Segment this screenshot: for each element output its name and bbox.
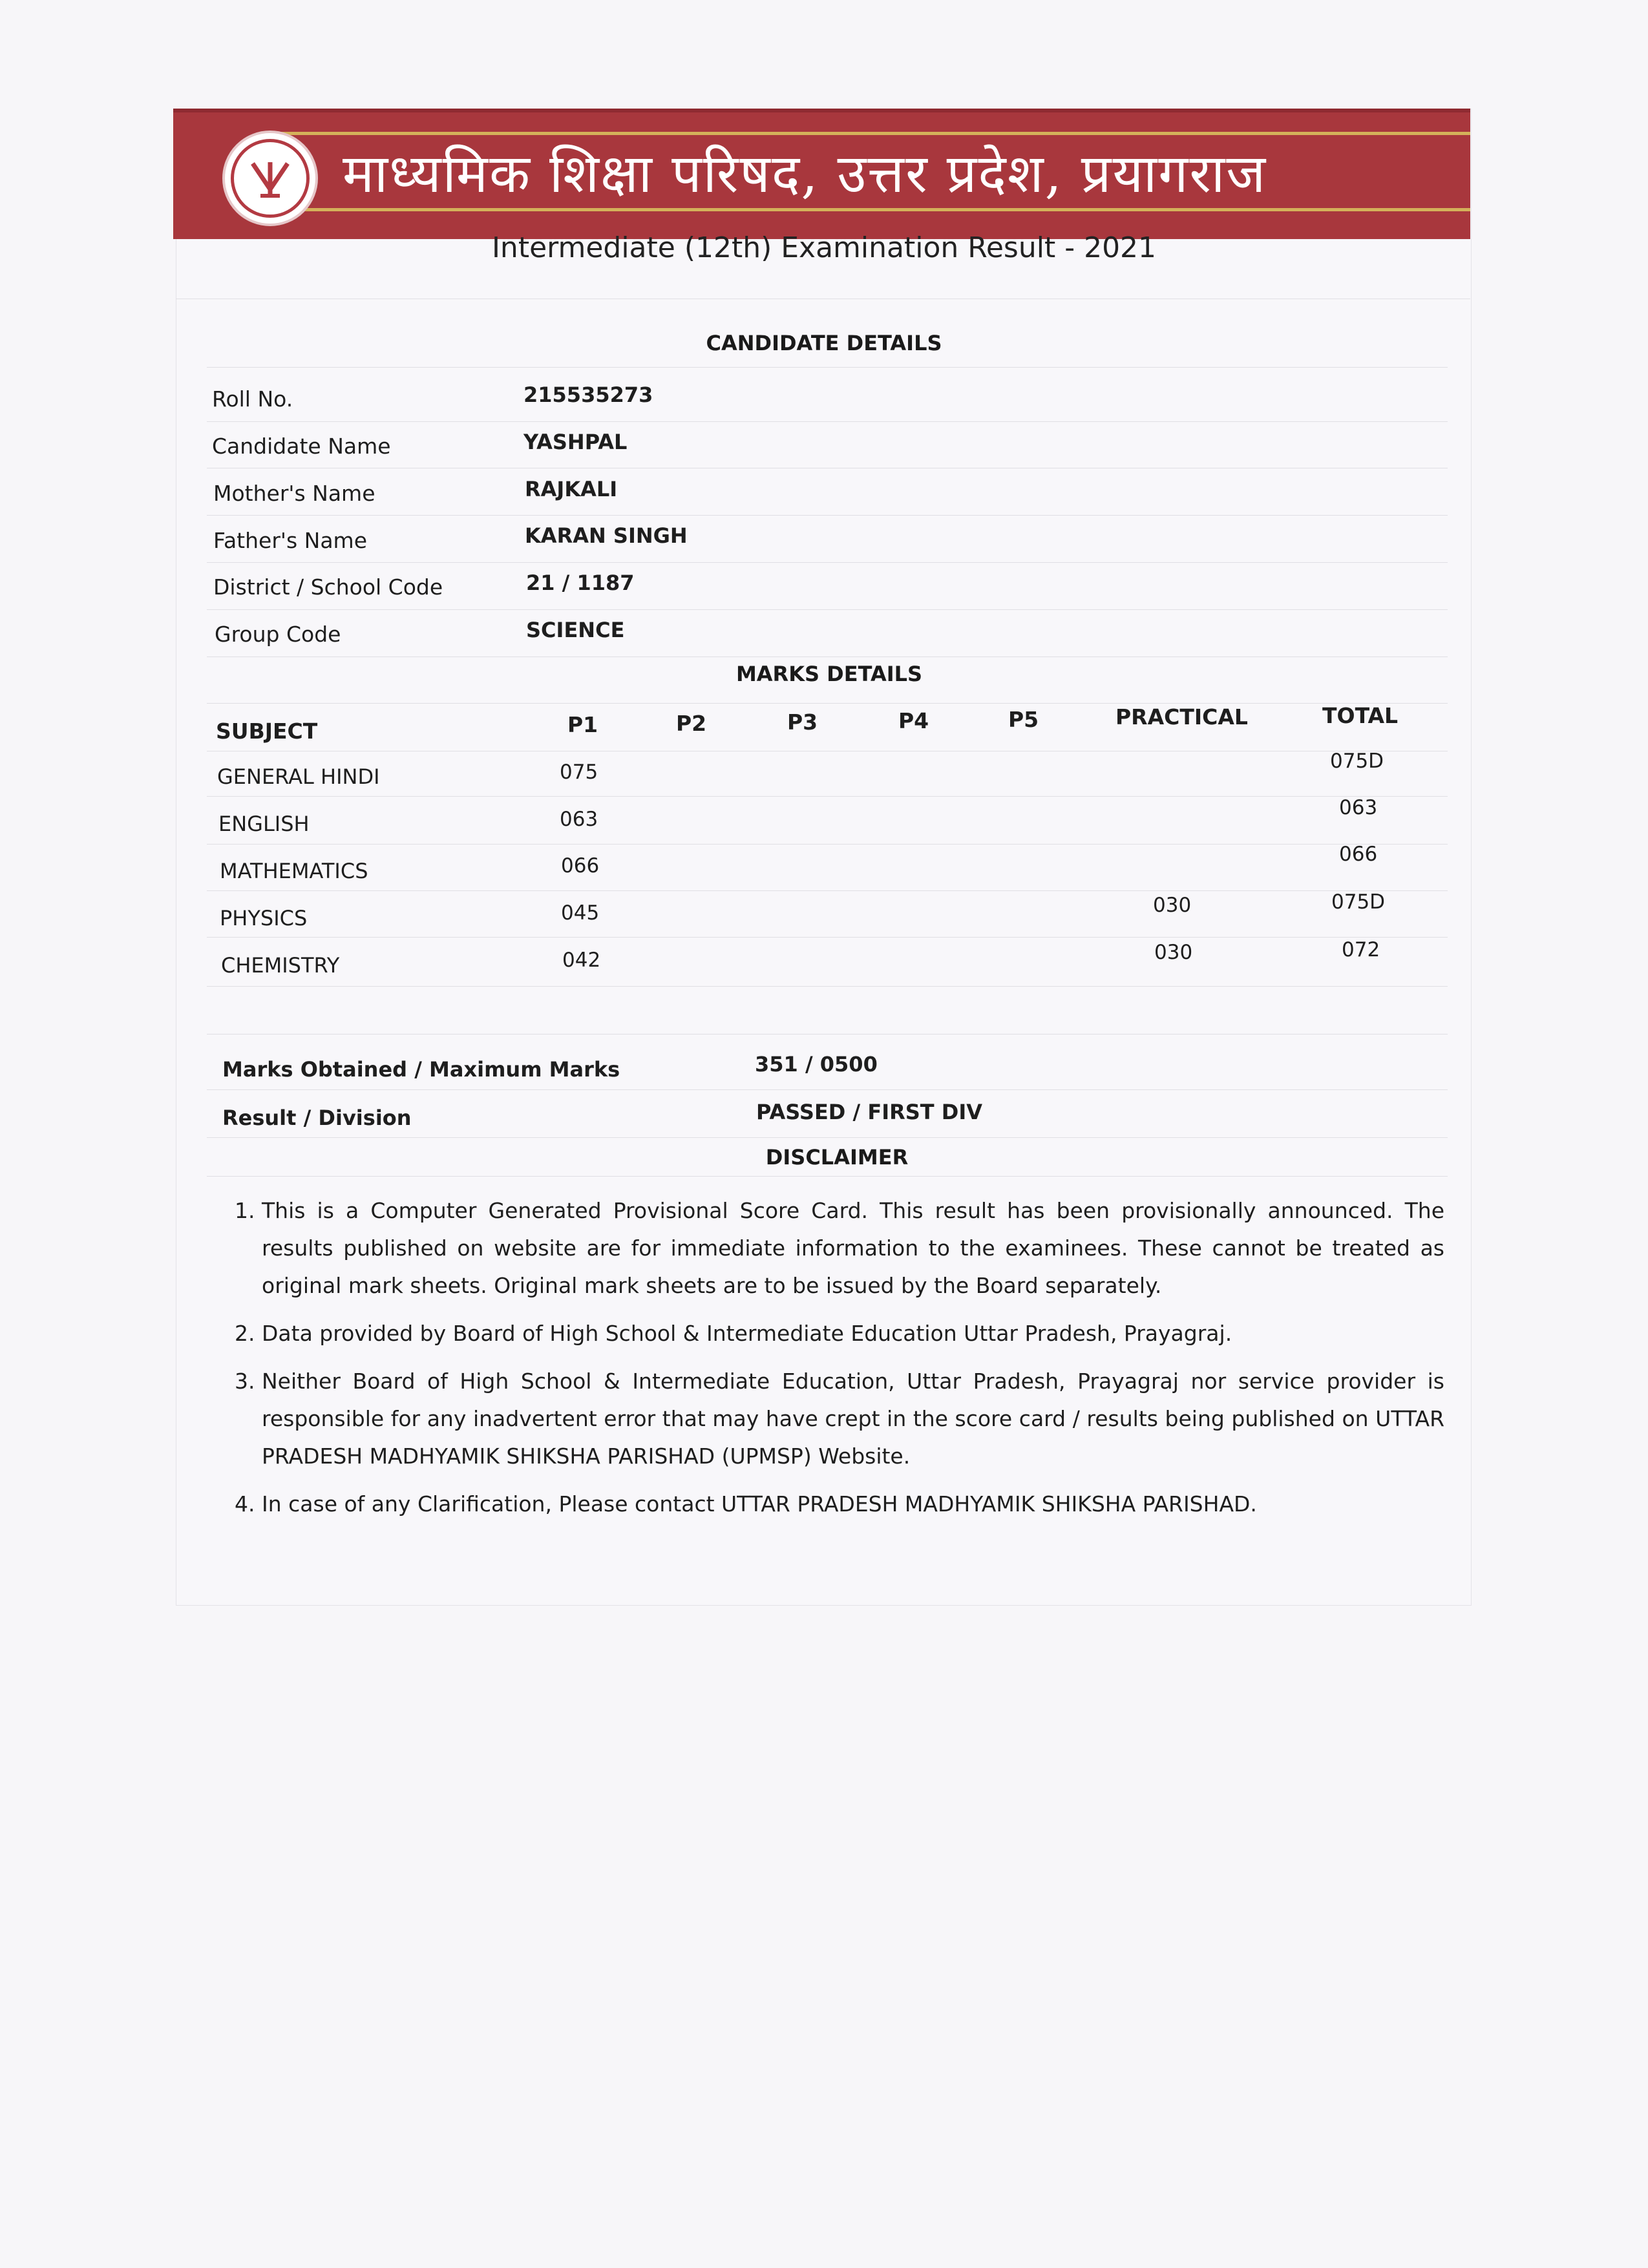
candidate-name-label: Candidate Name: [212, 434, 391, 459]
p1-mark: 045: [561, 901, 600, 925]
p1-mark: 042: [562, 949, 601, 972]
board-emblem-icon: [231, 139, 310, 218]
subject-name: PHYSICS: [220, 906, 308, 930]
result-division-label: Result / Division: [222, 1106, 412, 1130]
subject-name: CHEMISTRY: [221, 953, 340, 978]
result-division-value: PASSED / FIRST DIV: [756, 1100, 982, 1124]
th-p2: P2: [676, 711, 707, 736]
practical-mark: 030: [1153, 894, 1192, 917]
divider: [207, 421, 1448, 422]
disclaimer-list: [229, 1192, 1444, 1533]
divider: [207, 796, 1448, 797]
p1-mark: 063: [560, 808, 598, 831]
th-p3: P3: [787, 709, 818, 735]
marks-obtained-value: 351 / 0500: [755, 1052, 878, 1076]
total-mark: 066: [1339, 843, 1378, 866]
emblem-symbol-icon: [248, 156, 293, 201]
district-school-label: District / School Code: [213, 574, 443, 600]
th-total: TOTAL: [1322, 703, 1399, 728]
practical-mark: 030: [1154, 941, 1193, 964]
disclaimer-item: 1. This is a Computer Generated Provisional Score Card. This result has been provisionally announced. The results published on website are for immediate information to the examinees. These cannot be treated as original mark sheets. Original mark sheets are to be issued by the Board separately.: [262, 1192, 1444, 1305]
group-code-value: SCIENCE: [526, 618, 625, 642]
header-banner: [173, 109, 1470, 239]
disclaimer-item: 3. Neither Board of High School & Intermediate Education, Uttar Pradesh, Prayagraj nor service provider is responsible for any inadvertent error that may have crept in the score card / results being published on UTTAR PRADESH MADHYAMIK SHIKSHA PARISHAD (UPMSP) Website.: [262, 1363, 1444, 1475]
divider: [207, 1137, 1448, 1138]
subject-name: GENERAL HINDI: [217, 764, 380, 789]
divider: [207, 367, 1448, 368]
divider: [207, 562, 1448, 563]
father-name-value: KARAN SINGH: [525, 523, 688, 548]
divider: [207, 890, 1448, 891]
mother-name-value: RAJKALI: [525, 477, 618, 501]
divider: [207, 609, 1448, 610]
banner-line-top: [270, 132, 1470, 135]
total-mark: 072: [1342, 938, 1380, 961]
divider: [207, 515, 1448, 516]
marks-obtained-label: Marks Obtained / Maximum Marks: [222, 1057, 620, 1082]
mother-name-label: Mother's Name: [213, 481, 375, 506]
disclaimer-title: DISCLAIMER: [765, 1145, 909, 1170]
th-p1: P1: [567, 712, 598, 737]
p1-mark: 066: [561, 854, 600, 877]
district-school-value: 21 / 1187: [526, 571, 635, 595]
group-code-label: Group Code: [215, 622, 341, 647]
divider: [207, 986, 1448, 987]
disclaimer-item: 4. In case of any Clarification, Please contact UTTAR PRADESH MADHYAMIK SHIKSHA PARISHAD.: [262, 1486, 1444, 1523]
subject-name: MATHEMATICS: [220, 859, 368, 883]
th-subject: SUBJECT: [216, 719, 318, 744]
p1-mark: 075: [560, 761, 598, 784]
candidate-section-title: CANDIDATE DETAILS: [706, 331, 942, 355]
divider: [207, 703, 1448, 704]
candidate-name-value: YASHPAL: [523, 430, 628, 454]
divider: [207, 656, 1448, 657]
th-practical: PRACTICAL: [1115, 704, 1248, 730]
roll-no-value: 215535273: [523, 383, 653, 407]
father-name-label: Father's Name: [213, 528, 368, 553]
divider: [207, 844, 1448, 845]
banner-line-bottom: [270, 208, 1470, 211]
total-mark: 075D: [1330, 750, 1384, 773]
th-p4: P4: [898, 708, 929, 733]
exam-title: Intermediate (12th) Examination Result - 2021: [491, 231, 1157, 264]
divider: [207, 937, 1448, 938]
divider: [207, 1176, 1448, 1177]
divider: [207, 1089, 1448, 1090]
board-title: माध्यमिक शिक्षा परिषद, उत्तर प्रदेश, प्रयागराज: [343, 143, 1267, 205]
marks-section-title: MARKS DETAILS: [735, 662, 923, 686]
roll-no-label: Roll No.: [212, 386, 293, 412]
th-p5: P5: [1008, 707, 1039, 732]
total-mark: 063: [1339, 796, 1378, 819]
total-mark: 075D: [1331, 890, 1386, 914]
board-logo-icon: [222, 131, 318, 226]
disclaimer-item: 2. Data provided by Board of High School & Intermediate Education Uttar Pradesh, Prayagraj.: [262, 1315, 1444, 1352]
subject-name: ENGLISH: [218, 812, 310, 836]
